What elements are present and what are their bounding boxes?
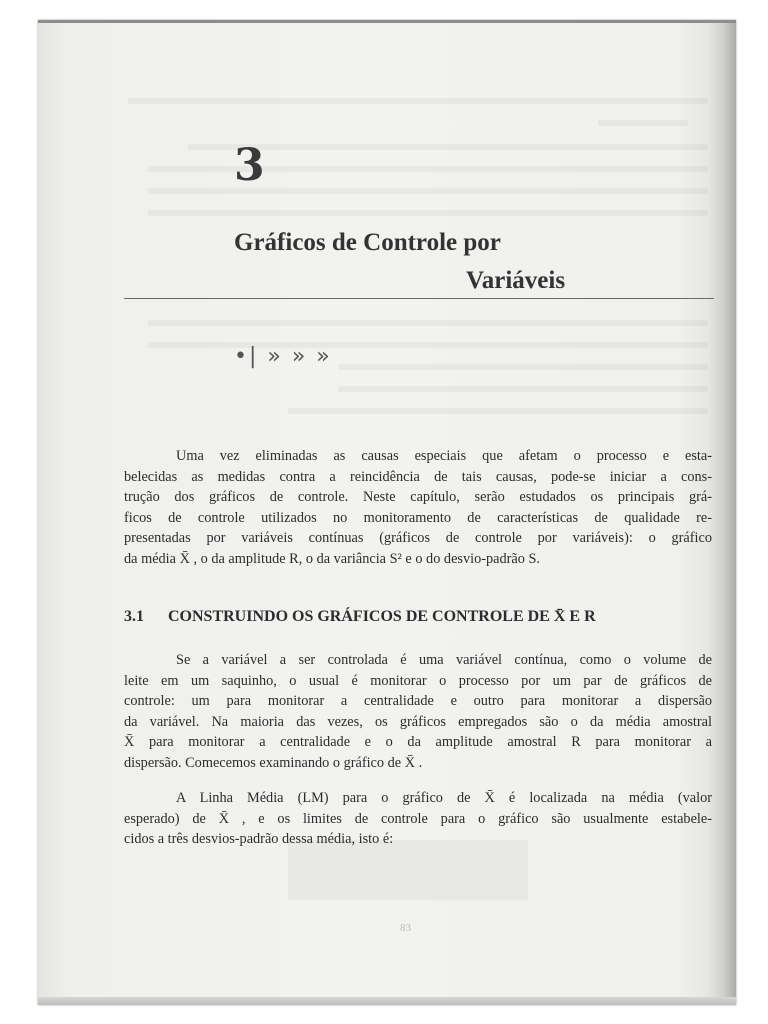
text-line: ficos de controle utilizados no monitoramento de características de qualidade re- — [124, 509, 712, 526]
page-top-edge — [38, 20, 736, 23]
bleed-through-line — [188, 144, 708, 150]
text-line: da média X̄ , o da amplitude R, o da variância S² e o do desvio-padrão S. — [124, 550, 541, 567]
text-line: presentadas por variáveis contínuas (gráficos de controle por variáveis): o gráfico — [124, 530, 712, 546]
chapter-title-line-1: Gráficos de Controle por — [234, 229, 501, 256]
section-number: 3.1 — [124, 608, 144, 625]
text-line: trução dos gráficos de controle. Neste capítulo, serão estudados os principais grá- — [124, 489, 712, 505]
title-divider — [124, 298, 714, 299]
bleed-through-line — [598, 120, 688, 126]
text-line: A Linha Média (LM) para o gráfico de X̄ é localizada na média (valor — [176, 790, 712, 806]
bleed-through-line — [338, 364, 708, 370]
section-heading — [124, 608, 596, 626]
bleed-through-line — [338, 386, 708, 392]
page-bottom-edge — [38, 997, 736, 1005]
chapter-title-line-2: Variáveis — [466, 267, 566, 294]
chapter-number: 3 — [234, 140, 265, 191]
text-line: dispersão. Comecemos examinando o gráfico de X̄ . — [124, 754, 423, 771]
bleed-through-line — [148, 320, 708, 326]
text-line: cidos a três desvios-padrão dessa média, isto é: — [124, 831, 394, 847]
bleed-through-line — [148, 342, 708, 348]
text-line: Uma vez eliminadas as causas especiais que afetam o processo e esta- — [176, 448, 712, 464]
intro-paragraph — [124, 446, 712, 569]
text-line: da variável. Na maioria das vezes, os gráficos empregados são o da média amostral — [124, 713, 712, 730]
bleed-through-line — [148, 166, 708, 172]
text-line: controle: um para monitorar a centralidade e outro para monitorar a dispersão — [124, 693, 712, 709]
text-line: X̄ para monitorar a centralidade e o da amplitude amostral R para monitorar a — [124, 734, 712, 750]
bleed-through-line — [288, 408, 708, 414]
page-number: 83 — [400, 922, 411, 934]
bleed-through-line — [128, 98, 708, 104]
text-line: leite em um saquinho, o usual é monitorar o processo por um par de gráficos de — [124, 672, 712, 689]
section-paragraph-2 — [124, 788, 712, 850]
section-paragraph-1 — [124, 650, 712, 773]
chapter-ornament: •| » » » — [234, 344, 332, 369]
chapter-title — [234, 224, 565, 300]
bleed-through-line — [148, 210, 708, 216]
section-title: CONSTRUINDO OS GRÁFICOS DE CONTROLE DE X̄ E R — [168, 608, 596, 625]
text-line: esperado) de X̄ , e os limites de controle para o gráfico são usualmente estabele- — [124, 810, 712, 827]
bleed-through-line — [148, 188, 708, 194]
text-line: belecidas as medidas contra a reincidência de tais causas, pode-se iniciar a cons- — [124, 468, 712, 485]
book-page — [38, 20, 736, 1005]
text-line: Se a variável a ser controlada é uma variável contínua, como o volume de — [176, 652, 712, 668]
